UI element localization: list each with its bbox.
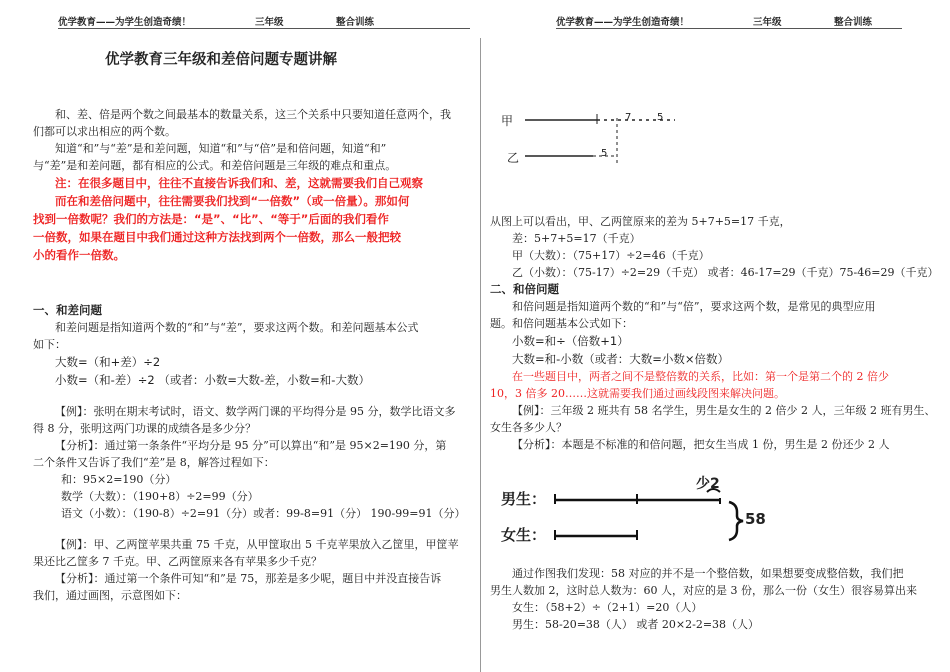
column-divider [480,38,481,672]
sum-multiple-section [490,213,939,453]
intro-line: 知道“和”与“差”是和差问题，知道“和”与“倍”是和倍问题，知道“和” [55,142,387,155]
page-header-right [556,14,902,29]
boys-label: 男生： [501,490,547,508]
red-note-line: 10，3 倍多 20……这就需要我们通过画线段图来解决问题。 [490,387,785,400]
text-line: 从图上可以看出，甲、乙两筐原来的差为 5+7+5=17 千克， [490,215,791,228]
formula-line: 大数=（和+差）÷2 [55,355,161,369]
header-topic: 整合训练 [336,17,375,28]
text-line: 男生：58-20=38（人） 或者 20×2-2=38（人） [512,618,760,631]
student-diagram [495,470,775,550]
analysis-line: 【分析】：通过第一条条件“平均分是 95 分”可以算出“和”是 95×2=190 分，第 [55,439,447,452]
solution-section [490,565,935,633]
intro-line: 们都可以求出相应的两个数。 [33,125,176,138]
less-two-label: 少2 [696,476,720,492]
intro-section [33,106,473,264]
red-note-line: 在一些题目中，两者之间不是整倍数的关系，比如：第一个是第二个的 2 倍少 [512,370,889,383]
example-line: 得 8 分，张明这两门功课的成绩各是多少分？ [33,422,256,435]
apple-diagram [495,104,695,184]
formula-line: 大数=和-小数（或者：大数=小数×倍数） [512,352,730,366]
solution-line: 和：95×2=190（分） [61,473,177,486]
text-line: 差：5+7+5=17（千克） [512,232,641,245]
intro-line: 与“差”是和差问题，都有相应的公式。和差倍问题是三年级的难点和重点。 [33,159,397,172]
solution-line: 语文（小数）：（190-8）÷2=91（分）或者：99-8=91（分） 190-99=91（分） [61,507,466,520]
yi-label: 乙 [507,151,520,165]
section-heading: 一、和差问题 [33,303,102,317]
analysis-line: 二个条件又告诉了我们“差”是 8，解答过程如下： [33,456,275,469]
header-grade: 三年级 [753,17,782,28]
page-header-left [58,14,470,29]
section-heading: 二、和倍问题 [490,282,559,296]
girls-label: 女生： [501,526,547,544]
text-line: 通过作图我们发现：58 对应的并不是一个整倍数，如果想要变成整倍数，我们把 [512,567,904,580]
note-line: 小的看作一倍数。 [33,248,125,262]
note-line: 注：在很多题目中，往往不直接告诉我们和、差，这就需要我们自己观察 [55,176,423,190]
jia-label: 甲 [501,114,514,128]
intro-line: 和、差、倍是两个数之间最基本的数量关系，这三个关系中只要知道任意两个，我 [55,108,451,121]
total-label: 58 [745,510,766,528]
segment-7-label: 7 [625,112,632,123]
segment-5-label: 5 [601,148,608,159]
section-sum-difference [33,302,473,604]
text-line: 女生：（58+2）÷（2+1）=20（人） [512,601,703,614]
solution-line: 数学（大数）：（190+8）÷2=99（分） [61,490,259,503]
analysis-line: 【分析】：本题是不标准的和倍问题，把女生当成 1 份，男生是 2 份还少 2 人 [512,438,890,451]
example-line: 【例】：甲、乙两筐苹果共重 75 千克，从甲筐取出 5 千克苹果放入乙筐里，甲筐苹 [55,538,459,551]
example-line: 【例】：三年级 2 班共有 58 名学生，男生是女生的 2 倍少 2 人，三年级 2 班有男生、 [512,404,936,417]
page-title: 优学教育三年级和差倍问题专题讲解 [105,52,337,68]
text-line: 和差问题是指知道两个数的“和”与“差”，要求这两个数。和差问题基本公式 [55,321,419,334]
formula-line: 小数=（和-差）÷2 （或者：小数=大数-差，小数=和-大数） [55,373,370,387]
header-grade: 三年级 [255,17,284,28]
analysis-line: 我们，通过画图，示意图如下： [33,589,187,602]
note-line: 而在和差倍问题中，往往需要我们找到“一倍数”（或一倍量）。那如何 [55,194,410,208]
text-line: 男生人数加 2，这时总人数为：60 人，对应的是 3 份，那么一份（女生）很容易算出来 [490,584,917,597]
apple-diagram-lines [495,104,695,184]
formula-line: 小数=和÷（倍数+1） [512,334,629,348]
example-line: 女生各多少人？ [490,421,567,434]
example-line: 【例】：张明在期末考试时，语文、数学两门课的平均得分是 95 分，数学比语文多 [55,405,456,418]
text-line: 乙（小数）：（75-17）÷2=29（千克） 或者：46-17=29（千克）75-46=29（千克） [512,266,939,279]
note-line: 找到一倍数呢？我们的方法是：“是”、“比”、“等于”后面的我们看作 [33,212,389,226]
note-line: 一倍数，如果在题目中我们通过这种方法找到两个一倍数，那么一般把较 [33,230,401,244]
example-line: 果还比乙筐多 7 千克。甲、乙两筐原来各有苹果多少千克？ [33,555,322,568]
text-line: 题。和倍问题基本公式如下： [490,317,633,330]
text-line: 甲（大数）：（75+17）÷2=46（千克） [512,249,710,262]
header-topic: 整合训练 [834,17,873,28]
analysis-line: 【分析】：通过第一个条件可知“和”是 75，那差是多少呢，题目中并没直接告诉 [55,572,442,585]
header-brand: 优学教育——为学生创造奇绩！ [58,17,192,28]
segment-5-label: 5 [657,112,664,123]
text-line: 如下： [33,338,66,351]
text-line: 和倍问题是指知道两个数的“和”与“倍”，要求这两个数，是常见的典型应用 [512,300,876,313]
header-brand: 优学教育——为学生创造奇绩！ [556,17,690,28]
